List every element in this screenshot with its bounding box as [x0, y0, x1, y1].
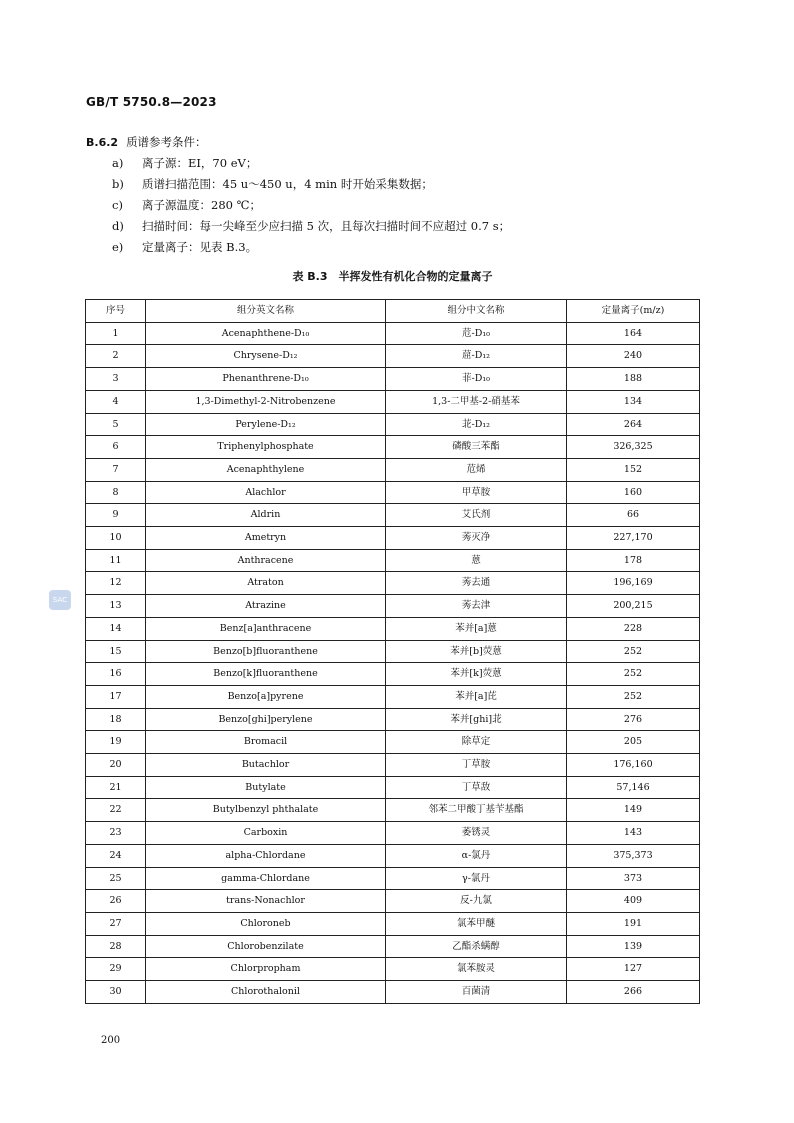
cell-index: 5	[86, 413, 146, 436]
cell-index: 16	[86, 663, 146, 686]
cell-index: 23	[86, 822, 146, 845]
cell-english-name: Benzo[ghi]perylene	[146, 708, 386, 731]
cell-chinese-name: 邻苯二甲酸丁基苄基酯	[386, 799, 567, 822]
cell-quant-ion: 373	[567, 867, 700, 890]
cell-quant-ion: 200,215	[567, 595, 700, 618]
cell-chinese-name: 苝-D₁₂	[386, 413, 567, 436]
cell-english-name: Acenaphthene-D₁₀	[146, 322, 386, 345]
cell-english-name: Alachlor	[146, 481, 386, 504]
cell-index: 22	[86, 799, 146, 822]
cell-quant-ion: 326,325	[567, 436, 700, 459]
cell-quant-ion: 252	[567, 663, 700, 686]
table-row	[86, 458, 700, 481]
condition-item-mark: b)	[112, 177, 124, 191]
cell-english-name: Aldrin	[146, 504, 386, 527]
cell-quant-ion: 178	[567, 549, 700, 572]
table-row	[86, 572, 700, 595]
condition-item-text: 定量离子：见表 B.3。	[142, 240, 258, 254]
cell-chinese-name: 莠灭净	[386, 527, 567, 550]
cell-index: 20	[86, 754, 146, 777]
cell-index: 25	[86, 867, 146, 890]
cell-quant-ion: 139	[567, 935, 700, 958]
cell-english-name: Chlorobenzilate	[146, 935, 386, 958]
cell-english-name: Triphenylphosphate	[146, 436, 386, 459]
cell-english-name: Bromacil	[146, 731, 386, 754]
cell-chinese-name: 苯并[b]荧蒽	[386, 640, 567, 663]
table-row	[86, 345, 700, 368]
condition-list	[86, 153, 726, 258]
cell-index: 21	[86, 776, 146, 799]
cell-chinese-name: 萎锈灵	[386, 822, 567, 845]
table-row	[86, 981, 700, 1004]
cell-chinese-name: 苯并[a]蒽	[386, 617, 567, 640]
cell-quant-ion: 160	[567, 481, 700, 504]
cell-chinese-name: 氯苯胺灵	[386, 958, 567, 981]
cell-chinese-name: 菲-D₁₀	[386, 368, 567, 391]
cell-quant-ion: 196,169	[567, 572, 700, 595]
section-title	[86, 132, 726, 153]
cell-english-name: Carboxin	[146, 822, 386, 845]
cell-chinese-name: 莠去通	[386, 572, 567, 595]
cell-chinese-name: 丁草胺	[386, 754, 567, 777]
cell-english-name: trans-Nonachlor	[146, 890, 386, 913]
cell-english-name: Chrysene-D₁₂	[146, 345, 386, 368]
cell-quant-ion: 176,160	[567, 754, 700, 777]
condition-item-mark: d)	[112, 219, 124, 233]
cell-quant-ion: 152	[567, 458, 700, 481]
quant-ion-table	[85, 299, 700, 1004]
condition-item	[86, 153, 726, 174]
section-b-6-2	[86, 132, 726, 258]
table-row	[86, 685, 700, 708]
cell-english-name: Chloroneb	[146, 912, 386, 935]
cell-quant-ion: 143	[567, 822, 700, 845]
header-cell-chinese-name: 组分中文名称	[386, 300, 567, 323]
cell-english-name: Butachlor	[146, 754, 386, 777]
cell-index: 11	[86, 549, 146, 572]
table-row	[86, 935, 700, 958]
table-row	[86, 595, 700, 618]
cell-english-name: Butylbenzyl phthalate	[146, 799, 386, 822]
table-row	[86, 617, 700, 640]
cell-chinese-name: 甲草胺	[386, 481, 567, 504]
cell-chinese-name: γ-氯丹	[386, 867, 567, 890]
cell-index: 1	[86, 322, 146, 345]
cell-index: 3	[86, 368, 146, 391]
cell-chinese-name: 反-九氯	[386, 890, 567, 913]
header-cell-index: 序号	[86, 300, 146, 323]
cell-quant-ion: 240	[567, 345, 700, 368]
cell-index: 6	[86, 436, 146, 459]
table-row	[86, 549, 700, 572]
table-row	[86, 776, 700, 799]
table-row	[86, 890, 700, 913]
table-row	[86, 958, 700, 981]
table-row	[86, 322, 700, 345]
cell-english-name: Benz[a]anthracene	[146, 617, 386, 640]
table-row	[86, 504, 700, 527]
condition-item-text: 离子源温度：280 ℃；	[142, 198, 261, 212]
cell-english-name: 1,3-Dimethyl-2-Nitrobenzene	[146, 390, 386, 413]
cell-chinese-name: 苊烯	[386, 458, 567, 481]
cell-chinese-name: 莠去津	[386, 595, 567, 618]
cell-quant-ion: 134	[567, 390, 700, 413]
condition-item	[86, 216, 726, 237]
cell-english-name: Perylene-D₁₂	[146, 413, 386, 436]
cell-index: 24	[86, 844, 146, 867]
header-cell-english-name: 组分英文名称	[146, 300, 386, 323]
cell-chinese-name: 丁草敌	[386, 776, 567, 799]
cell-chinese-name: 磷酸三苯酯	[386, 436, 567, 459]
table-row	[86, 481, 700, 504]
watermark-logo: SAC	[49, 590, 71, 610]
standard-header: GB/T 5750.8—2023	[86, 95, 217, 109]
table-row	[86, 390, 700, 413]
cell-index: 9	[86, 504, 146, 527]
cell-index: 18	[86, 708, 146, 731]
cell-english-name: Benzo[b]fluoranthene	[146, 640, 386, 663]
cell-quant-ion: 66	[567, 504, 700, 527]
cell-index: 4	[86, 390, 146, 413]
cell-chinese-name: 苯并[ghi]苝	[386, 708, 567, 731]
cell-chinese-name: 苊-D₁₀	[386, 322, 567, 345]
cell-chinese-name: 䓛-D₁₂	[386, 345, 567, 368]
table-row	[86, 731, 700, 754]
cell-index: 30	[86, 981, 146, 1004]
cell-english-name: Chlorpropham	[146, 958, 386, 981]
cell-chinese-name: 蒽	[386, 549, 567, 572]
cell-quant-ion: 191	[567, 912, 700, 935]
cell-quant-ion: 127	[567, 958, 700, 981]
cell-english-name: Chlorothalonil	[146, 981, 386, 1004]
cell-index: 14	[86, 617, 146, 640]
table-row	[86, 799, 700, 822]
condition-item	[86, 174, 726, 195]
table-row	[86, 867, 700, 890]
cell-index: 7	[86, 458, 146, 481]
cell-index: 28	[86, 935, 146, 958]
cell-chinese-name: 乙酯杀螨醇	[386, 935, 567, 958]
cell-english-name: Acenaphthylene	[146, 458, 386, 481]
table-row	[86, 368, 700, 391]
condition-item	[86, 237, 726, 258]
cell-quant-ion: 149	[567, 799, 700, 822]
condition-item-text: 质谱扫描范围：45 u～450 u，4 min 时开始采集数据；	[142, 177, 433, 191]
cell-quant-ion: 227,170	[567, 527, 700, 550]
cell-index: 29	[86, 958, 146, 981]
cell-index: 19	[86, 731, 146, 754]
table-header-row	[86, 300, 700, 323]
cell-english-name: Butylate	[146, 776, 386, 799]
cell-quant-ion: 266	[567, 981, 700, 1004]
cell-quant-ion: 375,373	[567, 844, 700, 867]
condition-item-mark: c)	[112, 198, 123, 212]
table-row	[86, 754, 700, 777]
cell-quant-ion: 228	[567, 617, 700, 640]
cell-chinese-name: α-氯丹	[386, 844, 567, 867]
cell-english-name: Ametryn	[146, 527, 386, 550]
cell-index: 27	[86, 912, 146, 935]
table-row	[86, 640, 700, 663]
cell-quant-ion: 205	[567, 731, 700, 754]
table-row	[86, 413, 700, 436]
cell-english-name: Benzo[a]pyrene	[146, 685, 386, 708]
table-row	[86, 912, 700, 935]
cell-english-name: Phenanthrene-D₁₀	[146, 368, 386, 391]
cell-quant-ion: 252	[567, 685, 700, 708]
cell-chinese-name: 百菌清	[386, 981, 567, 1004]
cell-english-name: Atrazine	[146, 595, 386, 618]
cell-english-name: gamma-Chlordane	[146, 867, 386, 890]
cell-quant-ion: 57,146	[567, 776, 700, 799]
cell-chinese-name: 氯苯甲醚	[386, 912, 567, 935]
cell-chinese-name: 苯并[k]荧蒽	[386, 663, 567, 686]
cell-quant-ion: 164	[567, 322, 700, 345]
condition-item-mark: e)	[112, 240, 124, 254]
cell-quant-ion: 276	[567, 708, 700, 731]
section-title-text: 质谱参考条件：	[126, 135, 207, 149]
cell-index: 17	[86, 685, 146, 708]
cell-quant-ion: 409	[567, 890, 700, 913]
cell-english-name: Benzo[k]fluoranthene	[146, 663, 386, 686]
cell-index: 26	[86, 890, 146, 913]
cell-quant-ion: 264	[567, 413, 700, 436]
cell-quant-ion: 252	[567, 640, 700, 663]
cell-index: 15	[86, 640, 146, 663]
cell-chinese-name: 苯并[a]芘	[386, 685, 567, 708]
cell-english-name: alpha-Chlordane	[146, 844, 386, 867]
table-row	[86, 436, 700, 459]
section-number: B.6.2	[86, 136, 119, 149]
table-caption: 表 B.3 半挥发性有机化合物的定量离子	[292, 270, 493, 283]
table-row	[86, 708, 700, 731]
cell-english-name: Anthracene	[146, 549, 386, 572]
cell-index: 8	[86, 481, 146, 504]
cell-chinese-name: 1,3-二甲基-2-硝基苯	[386, 390, 567, 413]
cell-index: 13	[86, 595, 146, 618]
table-row	[86, 663, 700, 686]
condition-item-text: 扫描时间：每一尖峰至少应扫描 5 次，且每次扫描时间不应超过 0.7 s；	[142, 219, 511, 233]
cell-index: 12	[86, 572, 146, 595]
cell-quant-ion: 188	[567, 368, 700, 391]
cell-english-name: Atraton	[146, 572, 386, 595]
cell-index: 10	[86, 527, 146, 550]
cell-chinese-name: 艾氏剂	[386, 504, 567, 527]
table-row	[86, 844, 700, 867]
table-row	[86, 822, 700, 845]
table-row	[86, 527, 700, 550]
condition-item	[86, 195, 726, 216]
page-number: 200	[101, 1035, 121, 1046]
cell-index: 2	[86, 345, 146, 368]
condition-item-text: 离子源：EI，70 eV；	[142, 156, 258, 170]
cell-chinese-name: 除草定	[386, 731, 567, 754]
condition-item-mark: a)	[112, 156, 124, 170]
header-cell-quant-ion: 定量离子(m/z)	[567, 300, 700, 323]
